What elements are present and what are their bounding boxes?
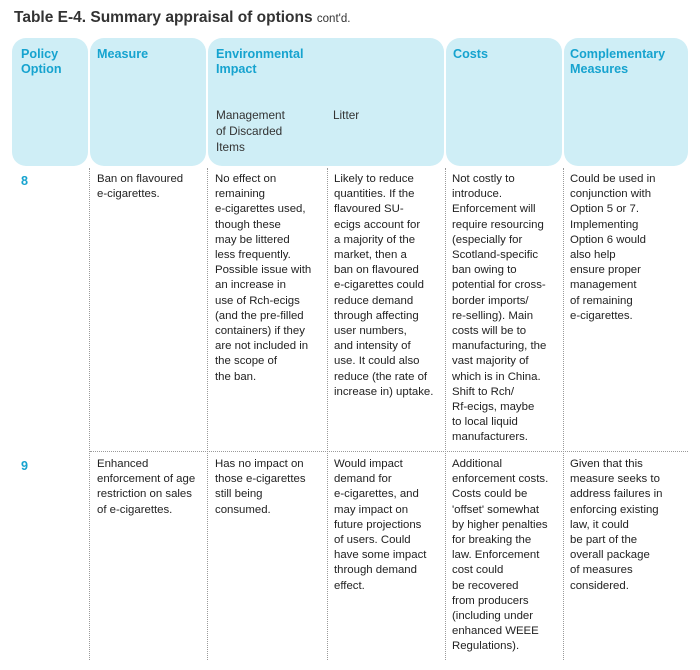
row-management: Has no impact on those e-cigarettes still being consumed.: [215, 458, 306, 516]
column-divider: [563, 168, 564, 660]
column-divider: [327, 168, 328, 660]
row-option-number: 8: [21, 174, 29, 188]
header-complementary-measures-label: Complementary Measures: [570, 47, 666, 76]
column-divider: [89, 168, 90, 660]
row-complementary: Given that this measure seeks to address failures in enforcing existing law, it could be part of the overall package of measures considered.: [570, 458, 663, 592]
row-litter: Would impact demand for e-cigarettes, and may impact on future projections of users. Could have some impact through demand effect.: [334, 458, 427, 592]
subheader-litter: Litter: [333, 108, 360, 122]
row-option-number: 9: [21, 459, 29, 473]
header-policy-option-label: Policy Option: [21, 47, 62, 76]
header-measure-label: Measure: [97, 47, 149, 61]
row-divider: [90, 451, 688, 452]
row-costs: Additional enforcement costs. Costs could be 'offset' somewhat by higher penalties for breaking the law. Enforcement cost could be recovered from producers (including under enhanced WEEE Regulations).: [452, 458, 549, 653]
table-title-main: Table E-4. Summary appraisal of options: [14, 9, 313, 26]
row-measure: Enhanced enforcement of age restriction on sales of e-cigarettes.: [97, 458, 196, 516]
row-measure: Ban on flavoured e-cigarettes.: [97, 173, 184, 201]
subheader-management: Management of Discarded Items: [216, 108, 285, 154]
column-divider: [207, 168, 208, 660]
row-litter: Likely to reduce quantities. If the flavoured SU- ecigs account for a majority of the market, then a ban on flavoured e-cigarettes could reduce demand through affecting user numbers, and intensity of use. It could also reduce (the rate of increase in) uptake.: [334, 173, 434, 398]
row-complementary: Could be used in conjunction with Option 5 or 7. Implementing Option 6 would also help ensure proper management of remaining e-cigarettes.: [570, 173, 656, 322]
header-costs-label: Costs: [453, 47, 488, 61]
table-title-suffix: cont'd.: [316, 13, 351, 25]
table-title: [14, 9, 350, 27]
row-management: No effect on remaining e-cigarettes used, though these may be littered less frequently. Possible issue with an increase in use of Rch-ecigs (and the pre-filled containers) if they are not included in the scope of the ban.: [215, 173, 312, 383]
header-environmental-impact-label: Environmental Impact: [216, 47, 304, 76]
row-costs: Not costly to introduce. Enforcement will require resourcing (especially for Scotland-specific ban owing to potential for cross- border imports/ re-selling). Main costs will be to manufacturing, the vast majority of which is in China. Shift to Rch/ Rf-ecigs, maybe to local liquid manufacturers.: [452, 173, 547, 444]
column-divider: [445, 168, 446, 660]
